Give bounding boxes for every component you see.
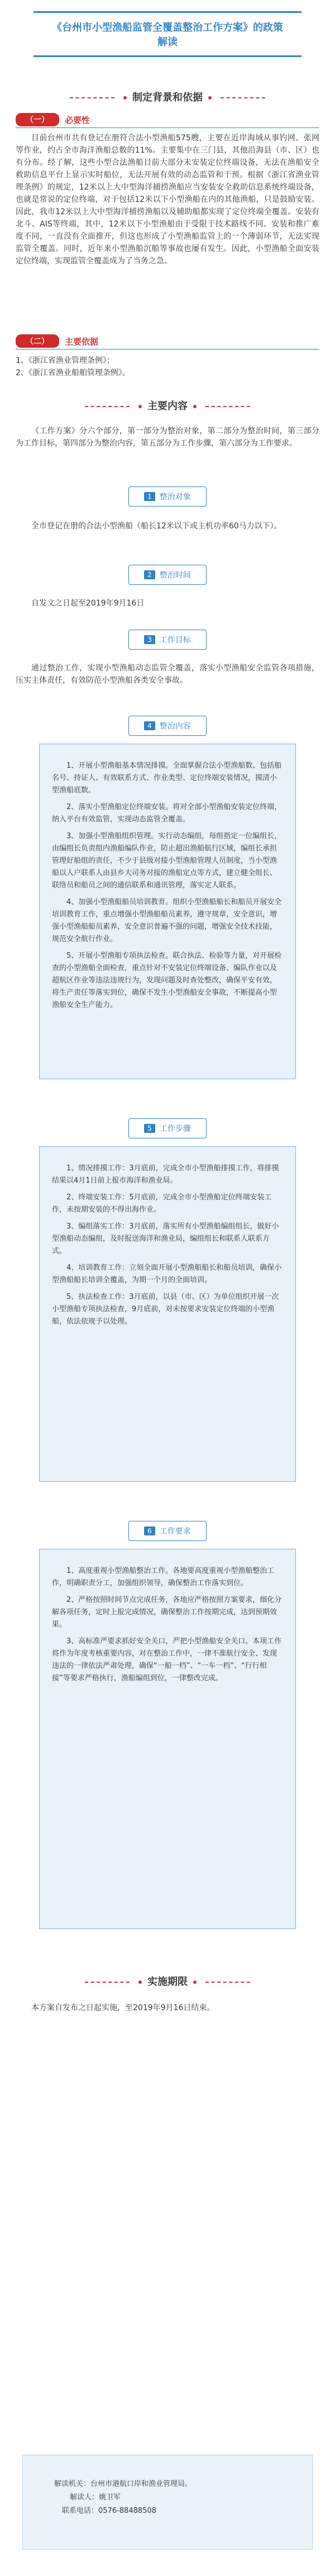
title-line-1: 《台州市小型渔船监管全覆盖整治工作方案》的政策 [52, 22, 283, 34]
divider-dot [123, 96, 127, 100]
divider-dot [208, 96, 212, 100]
card-number: 2 [144, 570, 155, 579]
time-text: 自发文之日起至2019年9月16日 [31, 599, 145, 608]
goal-text: 通过整治工作，实现小型渔船动态监管全覆盖，落实小型渔船安全监管各项措施，压实主体责任，有效防范小型渔船各类安全事故。 [16, 664, 319, 685]
card-label: 整治对象 [159, 493, 191, 502]
requirement-item: 1、高度重视小型渔船整治工作。各地要高度重视小型渔船整治工作，明确职责分工，加强组织领导，确保整治工作落实到位。 [52, 1567, 275, 1587]
step-item: 2、终端安装工作：5月底前，完成全市小型渔船定位终端安装工作，未按期安装的不得出海作业。 [52, 1193, 272, 1214]
steps-box [39, 1146, 296, 1482]
card-number: 4 [144, 721, 155, 730]
card-requirements [128, 1521, 207, 1541]
section-title-period [0, 1974, 335, 1988]
divider-left [85, 406, 130, 407]
divider-dot [138, 1981, 142, 1984]
divider-dot [193, 1981, 197, 1984]
necessity-paragraph: 目前台州市共有登记在册符合法小型渔船575艘，主要在近岸海域从事钓网、张网等作业，约占全市海洋渔船总数的11%。主要集中在三门县，其他沿海县（市、区）也有分布。经了解，这些小型合法渔船目前大部分未安装定位终端设备，无法在渔船安全救助信息平台上显示实时船位，无法开展有效的动态监管和干预。根据《浙江省渔业管理条例》的规定，12米以上大中型海洋捕捞渔船应当安装安全救助信息系统终端设备，也就是常说的定位终端，对于包括12米以下小型渔船在内的其他渔船，只是鼓励安装。因此，我市12米以上大中型海洋捕捞渔船以及辅助船都实现了定位终端全覆盖。安装有北斗、AIS等终端，其中，12米以下小型渔船由于受限于技术路线不同、安装和推广难度不同，一直没有全面推开，但这也形成了小型渔船监管上的一个薄弱环节，无法实现监管全覆盖。同时，近年来小型渔船沉船等事故也屡有发生。因此，小型渔船全面安装定位终端，实现监管全覆盖成为了当务之急。 [16, 134, 319, 266]
requirement-item: 2、严格按照时间节点完成任务，各地应严格按照方案要求，细化分解各项任务，定时上报完成情况，确保整治工作按期完成，达到预期效果。 [52, 1596, 282, 1629]
card-number: 3 [144, 635, 155, 644]
basis-heading: 主要依据 [65, 336, 99, 347]
interpretation-contact-box [22, 2455, 313, 2550]
card-label: 工作步骤 [159, 1124, 191, 1133]
step-item: 4、培训教育工作：立刻全面开展小型渔船船长和船员培训，确保小型渔船船长培训全覆盖，为期一个月的全面培训。 [52, 1264, 282, 1284]
basis-label [16, 334, 98, 348]
section-title-text: 实施期限 [147, 1976, 188, 1988]
necessity-label [16, 113, 90, 126]
step-item: 3、编组落实工作：3月底前，落实所有小型渔船编组组长，做好小型渔船动态编组，及时报送海洋和渔业局，编组组长和联系人联系方式。 [52, 1222, 279, 1255]
divider-left [70, 97, 114, 98]
contact-phone: 联系电话：0576-88488508 [62, 2507, 156, 2515]
divider-right [205, 1982, 250, 1983]
title-line-2: 解读 [157, 36, 178, 48]
card-label: 工作目标 [159, 636, 191, 645]
necessity-heading: 必要性 [65, 115, 90, 125]
divider-line [16, 127, 319, 128]
section-title-text: 制定背景和依据 [132, 92, 203, 103]
section-title-background [0, 89, 335, 104]
section-number-badge: （二） [16, 334, 59, 348]
document-title [34, 11, 302, 57]
requirements-box [39, 1549, 296, 1929]
card-steps [128, 1118, 207, 1138]
interpreter: 解读人：姚卫军 [70, 2493, 121, 2502]
card-target [128, 486, 207, 507]
interpreting-agency: 解读机关：台州市港航口岸和渔业管理局。 [54, 2480, 193, 2488]
content-item: 5、开展小型渔船专项执法检查。联合执法、检验等力量，对开展检查的小型渔船全面检查，重点针对不安装定位终端设备、编队作业以及超航区作业等违法违规行为，发现问题及时查处整改，确保平安有效，将生产责任等落实到位，确保不发生小型渔船安全事故，不断提高小型渔船安全生产能力。 [52, 952, 282, 1009]
content-intro: 《工作方案》分六个部分，第一部分为整治对象，第二部分为整治时间，第三部分为工作目标，第四部分为整治内容，第五部分为工作步骤，第六部分为工作要求。 [16, 427, 319, 448]
card-number: 6 [144, 1526, 155, 1535]
content-item: 2、落实小型渔船定位终端安装。将对全部小型渔船安装定位终端，纳入平台有效监管，实现动态监管全覆盖。 [52, 803, 282, 824]
card-label: 工作要求 [159, 1527, 191, 1536]
card-content [128, 716, 207, 736]
divider-right [221, 97, 265, 98]
divider-dot [138, 405, 142, 408]
card-goal [128, 630, 207, 650]
content-item: 1、开展小型渔船基本情况排摸。全面掌握合法小型渔船数、包括船名号、持证人、有效联系方式、作业类型、定位终端安装情况，摸清小型渔船底数。 [52, 762, 282, 795]
target-text: 全市登记在册的合法小型渔船（船长12米以下或主机功率60马力以下）。 [31, 522, 282, 531]
content-item: 4、加强小型渔船船员培训教育。组织小型渔船船长和船员开展安全培训教育工作，重点增强小型渔船船员素养，遵守规章，安全意识，增强小型渔船船员素养，安全意识普遍不强的问题，增强安全技术技能，规范安全航行作业。 [52, 898, 282, 943]
step-item: 5、执法检查工作：3月底前，以县（市、区）为单位组织开展一次小型渔船专项执法检查，9月底前，对未按要求安装定位终端的小型渔船，依法依规予以处理。 [52, 1293, 279, 1326]
period-text: 本方案自发布之日起实施，至2019年9月16日结束。 [31, 2003, 215, 2012]
divider-right [205, 406, 250, 407]
section-title-text: 主要内容 [147, 400, 188, 412]
content-box [39, 744, 296, 1079]
section-number-badge: （一） [16, 113, 59, 126]
requirement-item: 3、高标准严要求抓好安全关口，严把小型渔船安全关口。本项工作将作为年度考核重要内容，对在整治工作中，一律不准航行安全、发现违法的一律依法严肃处理，确保“一船一档”、“一车一档”、“行行相接”等要求严格执行，渔船编组到位，一律整改完成。 [52, 1637, 282, 1682]
card-time [128, 565, 207, 585]
card-number: 5 [144, 1124, 155, 1133]
card-label: 整治内容 [159, 722, 191, 731]
basis-item: 1、《浙江省渔业管理条例》； [16, 356, 114, 365]
divider-dot [193, 405, 197, 408]
basis-item: 2、《浙江省渔业船舶管理条例》。 [16, 368, 130, 377]
divider-left [85, 1982, 130, 1983]
card-label: 整治时间 [159, 571, 191, 580]
section-title-content [0, 398, 335, 413]
content-item: 3、加强小型渔船组织管理。实行动态编组，每组指定一位编组长，由编组长负责组内渔船编队作业，防止超出渔船航行区域，编组长承担管理好船组的责任，不少于县级对接小型渔船管理人员制度，当小型渔船以人户联系人由县乡大司务对接的渔船定点等方式，建立健全组长、联络员和船员之间的通信联系和通讯管理，落实定人联系。 [52, 832, 282, 890]
card-number: 1 [144, 492, 155, 501]
step-item: 1、情况排摸工作：3月底前，完成全市小型渔船排摸工作，将排摸结果以4月1日前上报市海洋和渔业局。 [52, 1164, 279, 1185]
